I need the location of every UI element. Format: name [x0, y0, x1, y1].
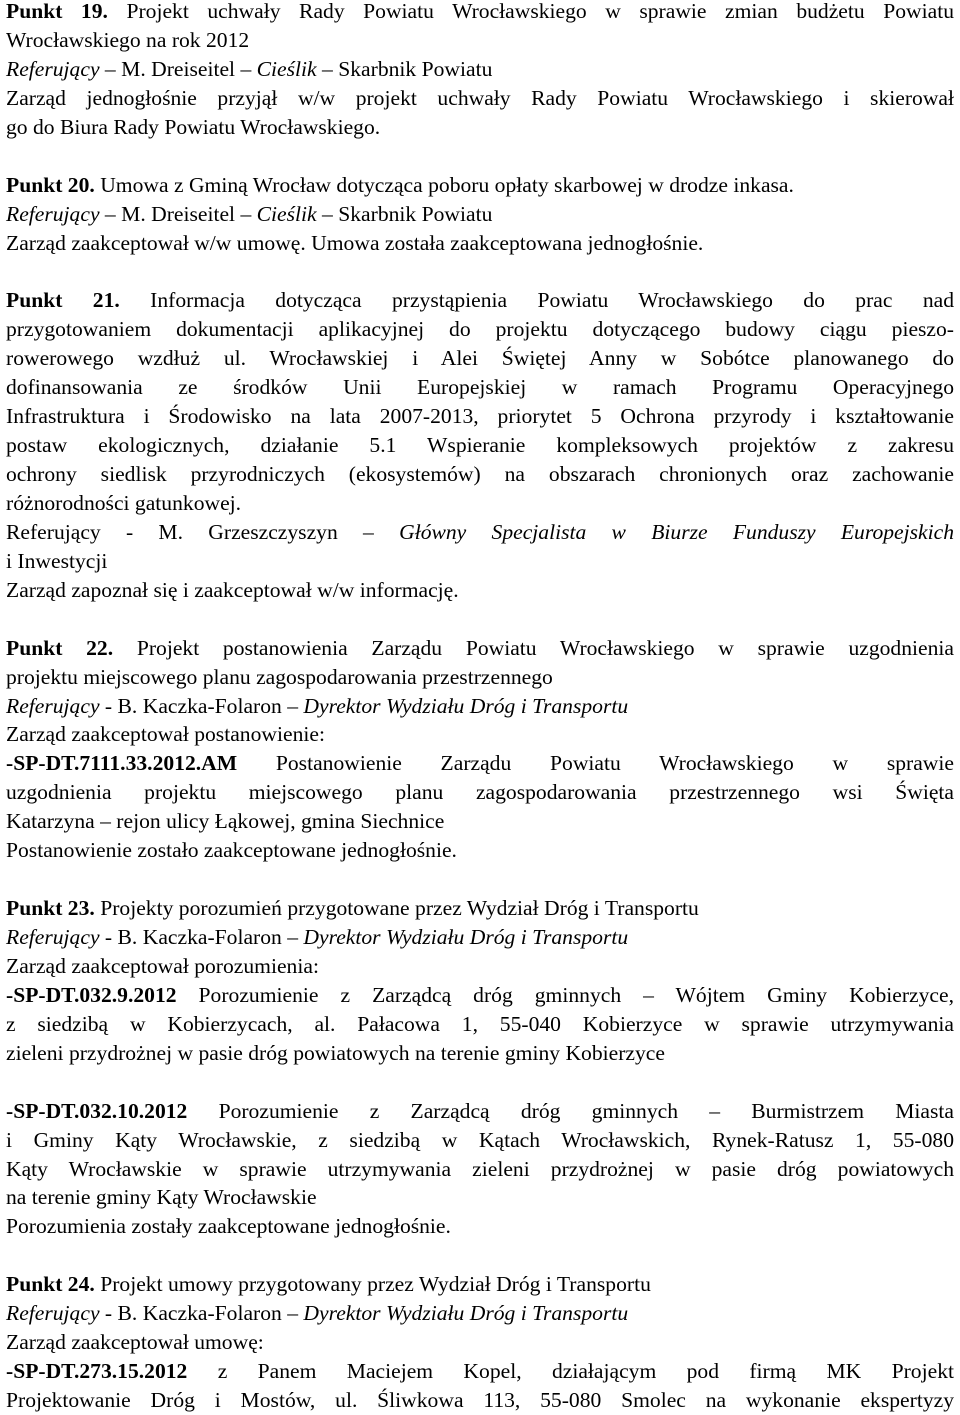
document-page [6, 0, 954, 1415]
document-number: -SP-DT.032.9.2012 [6, 982, 177, 1007]
document-text: Porozumienie z Zarządcą dróg gminnych – Wójtem Gminy Kobierzyce, [176, 982, 954, 1007]
section-punkt-19 [6, 0, 954, 142]
punkt-22-decision: Postanowienie zostało zaakceptowane jednogłośnie. [6, 838, 457, 863]
punkt-24-title-text: Projekt umowy przygotowany przez Wydział Dróg i Transportu [94, 1272, 651, 1297]
punkt-24-title [6, 1270, 954, 1299]
punkt-19-title [6, 0, 954, 26]
document-text: z Panem Maciejem Kopel, działającym pod firmą MK Projekt [187, 1359, 954, 1384]
punkt-22-referent [6, 692, 954, 721]
punkt-23-document-1-cont: zieleni przydrożnej w pasie dróg powiatowych na terenie gminy Kobierzyce [6, 1040, 665, 1065]
punkt-21-text-line: rowerowego wzdłuż ul. Wrocławskiej i Alei Świętej Anny w Sobótce planowanego do [6, 346, 954, 371]
referent-role: – Skarbnik Powiatu [316, 201, 493, 226]
punkt-19-title-text: Projekt uchwały Rady Powiatu Wrocławskiego w sprawie zmian budżetu Powiatu [107, 0, 954, 23]
punkt-20-title-text: Umowa z Gminą Wrocław dotycząca poboru opłaty skarbowej w drodze inkasa. [94, 172, 794, 197]
punkt-22-label: Punkt 22. [6, 635, 114, 660]
punkt-23-decision: Porozumienia zostały zaakceptowane jednogłośnie. [6, 1214, 451, 1239]
punkt-21-text-line: Infrastruktura i Środowisko na lata 2007-2013, priorytet 5 Ochrona przyrody i kształtowanie [6, 404, 954, 429]
section-punkt-22 [6, 634, 954, 866]
punkt-20-title [6, 171, 954, 200]
document-number: -SP-DT.7111.33.2012.AM [6, 751, 238, 776]
punkt-24-accepted: Zarząd zaakceptował umowę: [6, 1330, 264, 1355]
punkt-21-referent [6, 518, 954, 547]
punkt-22-accepted: Zarząd zaakceptował postanowienie: [6, 722, 325, 747]
punkt-21-text-line: ochrony siedlisk przyrodniczych (ekosystemów) na obszarach chronionych oraz zachowanie [6, 462, 954, 486]
punkt-22-title-cont: projektu miejscowego planu zagospodarowania przestrzennego [6, 664, 553, 689]
referent-role-italic: Dyrektor Wydziału Dróg i Transportu [303, 925, 629, 949]
referent-name-italic: Cieślik [256, 201, 317, 226]
section-punkt-24 [6, 1270, 954, 1415]
punkt-21-text-line: Informacja dotycząca przystąpienia Powiatu Wrocławskiego do prac nad [119, 288, 954, 313]
referent-role-italic: Dyrektor Wydziału Dróg i Transportu [303, 693, 629, 718]
punkt-24-referent [6, 1299, 954, 1328]
referent-label: Referujący [6, 693, 100, 718]
punkt-22-document-cont: uzgodnienia projektu miejscowego planu zagospodarowania przestrzennego wsi Święta [6, 780, 954, 805]
referent-role-italic: Dyrektor Wydziału Dróg i Transportu [303, 1301, 629, 1326]
referent-role: – Skarbnik Powiatu [316, 56, 493, 81]
document-number: -SP-DT.273.15.2012 [6, 1359, 188, 1384]
referent-label: Referujący [6, 925, 100, 949]
punkt-19-decision: Zarząd jednogłośnie przyjął w/w projekt uchwały Rady Powiatu Wrocławskiego i skierował [6, 85, 954, 110]
section-punkt-21 [6, 286, 954, 604]
punkt-21-title [6, 286, 954, 315]
document-text: Porozumienie z Zarządcą dróg gminnych – Burmistrzem Miasta [187, 1098, 954, 1123]
punkt-23-title [6, 894, 954, 923]
punkt-22-document [6, 749, 954, 778]
section-punkt-23 [6, 894, 954, 1241]
punkt-21-text-line: różnorodności gatunkowej. [6, 490, 242, 515]
punkt-21-text-line: dofinansowania ze środków Unii Europejskiej w ramach Programu Operacyjnego [6, 375, 954, 400]
punkt-21-label: Punkt 21. [6, 288, 120, 313]
punkt-20-label: Punkt 20. [6, 172, 95, 197]
punkt-23-accepted: Zarząd zaakceptował porozumienia: [6, 953, 319, 978]
referent-name: Referujący - M. Grzeszczyszyn – [6, 519, 400, 544]
section-punkt-20 [6, 171, 954, 258]
punkt-21-text-line: przygotowaniem dokumentacji aplikacyjnej do projektu dotyczącego budowy ciągu pieszo- [6, 317, 954, 342]
punkt-23-document-2-cont: Kąty Wrocławskie w sprawie utrzymywania zieleni przydrożnej w pasie dróg powiatowych [6, 1156, 954, 1181]
punkt-23-document-1 [6, 981, 954, 1010]
referent-name: – M. Dreiseitel – [99, 56, 257, 81]
punkt-19-decision-cont: go do Biura Rady Powiatu Wrocławskiego. [6, 114, 381, 139]
punkt-24-label: Punkt 24. [6, 1272, 95, 1297]
punkt-21-referent-cont: i Inwestycji [6, 548, 108, 573]
referent-name: – M. Dreiseitel – [99, 201, 257, 226]
punkt-23-document-2-cont: i Gminy Kąty Wrocławskie, z siedzibą w Kątach Wrocławskich, Rynek-Ratusz 1, 55-080 [6, 1127, 954, 1152]
punkt-20-decision: Zarząd zaakceptował w/w umowę. Umowa została zaakceptowana jednogłośnie. [6, 230, 704, 255]
referent-name: - B. Kaczka-Folaron – [99, 1301, 304, 1326]
referent-label: Referujący [6, 1301, 100, 1326]
punkt-22-title-text: Projekt postanowienia Zarządu Powiatu Wrocławskiego w sprawie uzgodnienia [113, 635, 954, 660]
document-number: -SP-DT.032.10.2012 [6, 1098, 188, 1123]
punkt-23-document-2-cont: na terenie gminy Kąty Wrocławskie [6, 1185, 317, 1210]
referent-label: Referujący [6, 56, 100, 81]
punkt-19-referent [6, 55, 954, 84]
punkt-22-title [6, 634, 954, 663]
punkt-24-document-cont: Projektowanie Dróg i Mostów, ul. Śliwkowa 113, 55-080 Smolec na wykonanie ekspertyzy [6, 1388, 954, 1412]
punkt-19-title-cont: Wrocławskiego na rok 2012 [6, 27, 250, 52]
punkt-22-document-cont: Katarzyna – rejon ulicy Łąkowej, gmina Siechnice [6, 809, 445, 834]
punkt-21-text-line: postaw ekologicznych, działanie 5.1 Wspieranie kompleksowych projektów z zakresu [6, 433, 954, 458]
punkt-23-referent [6, 923, 954, 952]
document-text: Postanowienie Zarządu Powiatu Wrocławskiego w sprawie [237, 751, 954, 776]
punkt-21-decision: Zarząd zapoznał się i zaakceptował w/w informację. [6, 577, 459, 602]
punkt-23-document-2 [6, 1097, 954, 1126]
referent-label: Referujący [6, 201, 100, 226]
referent-name: - B. Kaczka-Folaron – [99, 925, 304, 949]
referent-name: - B. Kaczka-Folaron – [99, 693, 304, 718]
punkt-23-label: Punkt 23. [6, 896, 95, 921]
referent-role-italic: Główny Specjalista w Biurze Funduszy Europejskich [399, 519, 954, 544]
punkt-19-label: Punkt 19. [6, 0, 108, 23]
punkt-23-document-1-cont: z siedzibą w Kobierzycach, al. Pałacowa 1, 55-040 Kobierzyce w sprawie utrzymywania [6, 1011, 954, 1036]
referent-name-italic: Cieślik [256, 56, 317, 81]
punkt-23-title-text: Projekty porozumień przygotowane przez Wydział Dróg i Transportu [94, 896, 699, 921]
punkt-24-document [6, 1357, 954, 1386]
punkt-20-referent [6, 200, 954, 229]
